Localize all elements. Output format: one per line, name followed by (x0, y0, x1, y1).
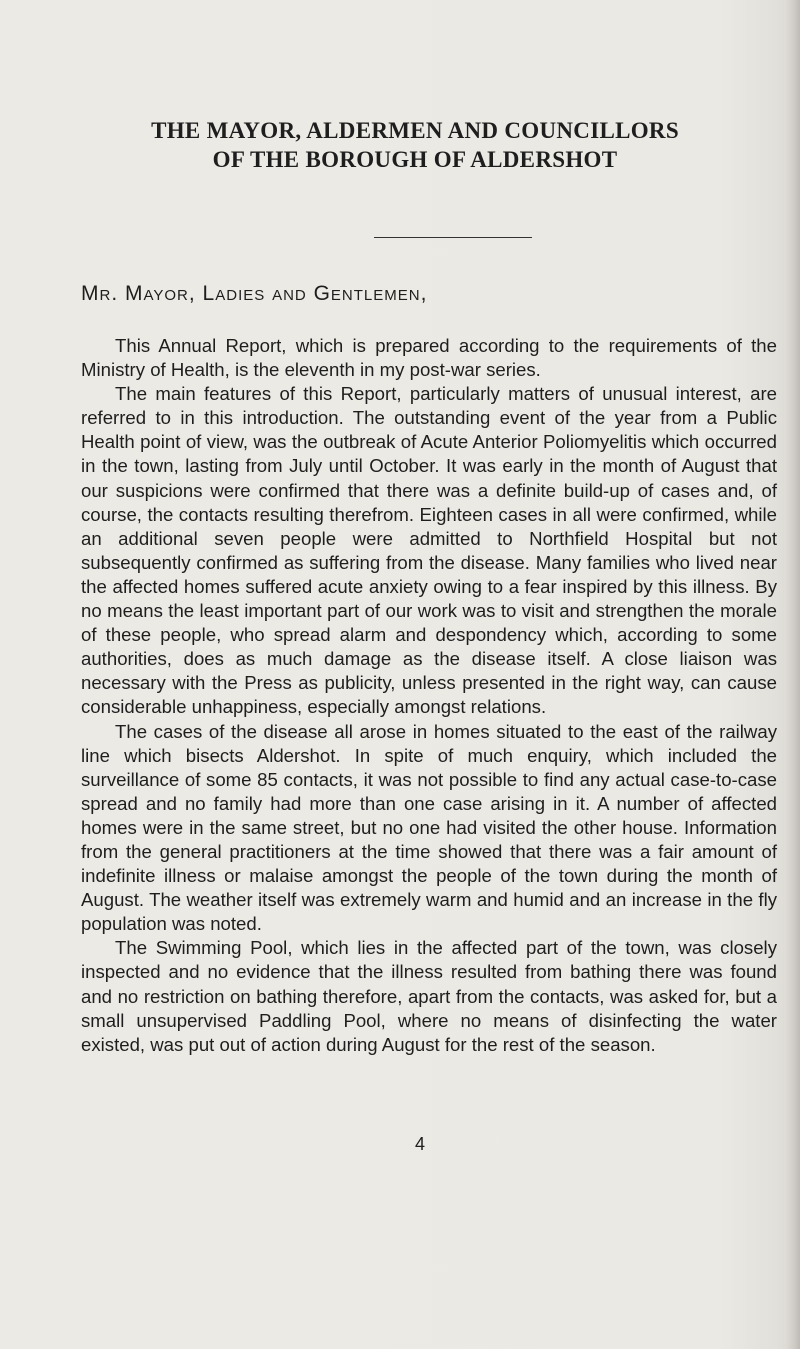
report-body (81, 334, 777, 1057)
salutation: Mr. Mayor, Ladies and Gentlemen, (81, 282, 428, 305)
paragraph-3: The cases of the disease all arose in homes situated to the east of the railway line which bisects Aldershot. In spite of much enquiry, which included the surveillance of some 85 contacts, it was not possible to find any actual case-to-case spread and no family had more than one case arising in it. A number of affected homes were in the same street, but no one had visited the other house. Information from the general practitioners at the time showed that there was a fair amount of indefinite illness or malaise amongst the people of the town during the month of August. The weather itself was extremely warm and humid and an increase in the fly population was noted. (81, 720, 777, 935)
heading-line-2: OF THE BOROUGH OF ALDERSHOT (212, 147, 618, 172)
page-number: 4 (414, 1134, 425, 1154)
heading-line-1: THE MAYOR, ALDERMEN AND COUNCILLORS (151, 118, 679, 143)
paragraph-4: The Swimming Pool, which lies in the affected part of the town, was closely inspected and no evidence that the illness resulted from bathing there was found and no restriction on bathing therefore, apart from the contacts, was asked for, but a small unsupervised Paddling Pool, where no means of disinfecting the water existed, was put out of action during August for the rest of the season. (81, 937, 777, 1055)
paragraph-2: The main features of this Report, particularly matters of unusual interest, are referred to in this introduction. The outstanding event of the year from a Public Health point of view, was the outbreak of Acute Anterior Poliomyelitis which occurred in the town, lasting from July until October. It was early in the month of August that our suspicions were confirmed that there was a definite build-up of cases and, of course, the contacts resulting therefrom. Eighteen cases in all were confirmed, while an additional seven people were admitted to Northfield Hospital but not subsequently confirmed as suffering from the disease. Many families who lived near the affected homes suffered acute anxiety owing to a fear inspired by this illness. By no means the least important part of our work was to visit and strengthen the morale of these people, who spread alarm and despondency which, according to some authorities, does as much damage as the disease itself. A close liaison was necessary with the Press as publicity, unless presented in the right way, can cause considerable unhappiness, especially amongst relations. (81, 383, 777, 718)
report-heading (0, 116, 800, 174)
paragraph-1: This Annual Report, which is prepared according to the requirements of the Ministry of Health, is the eleventh in my post-war series. (81, 335, 777, 381)
heading-divider (374, 237, 532, 238)
